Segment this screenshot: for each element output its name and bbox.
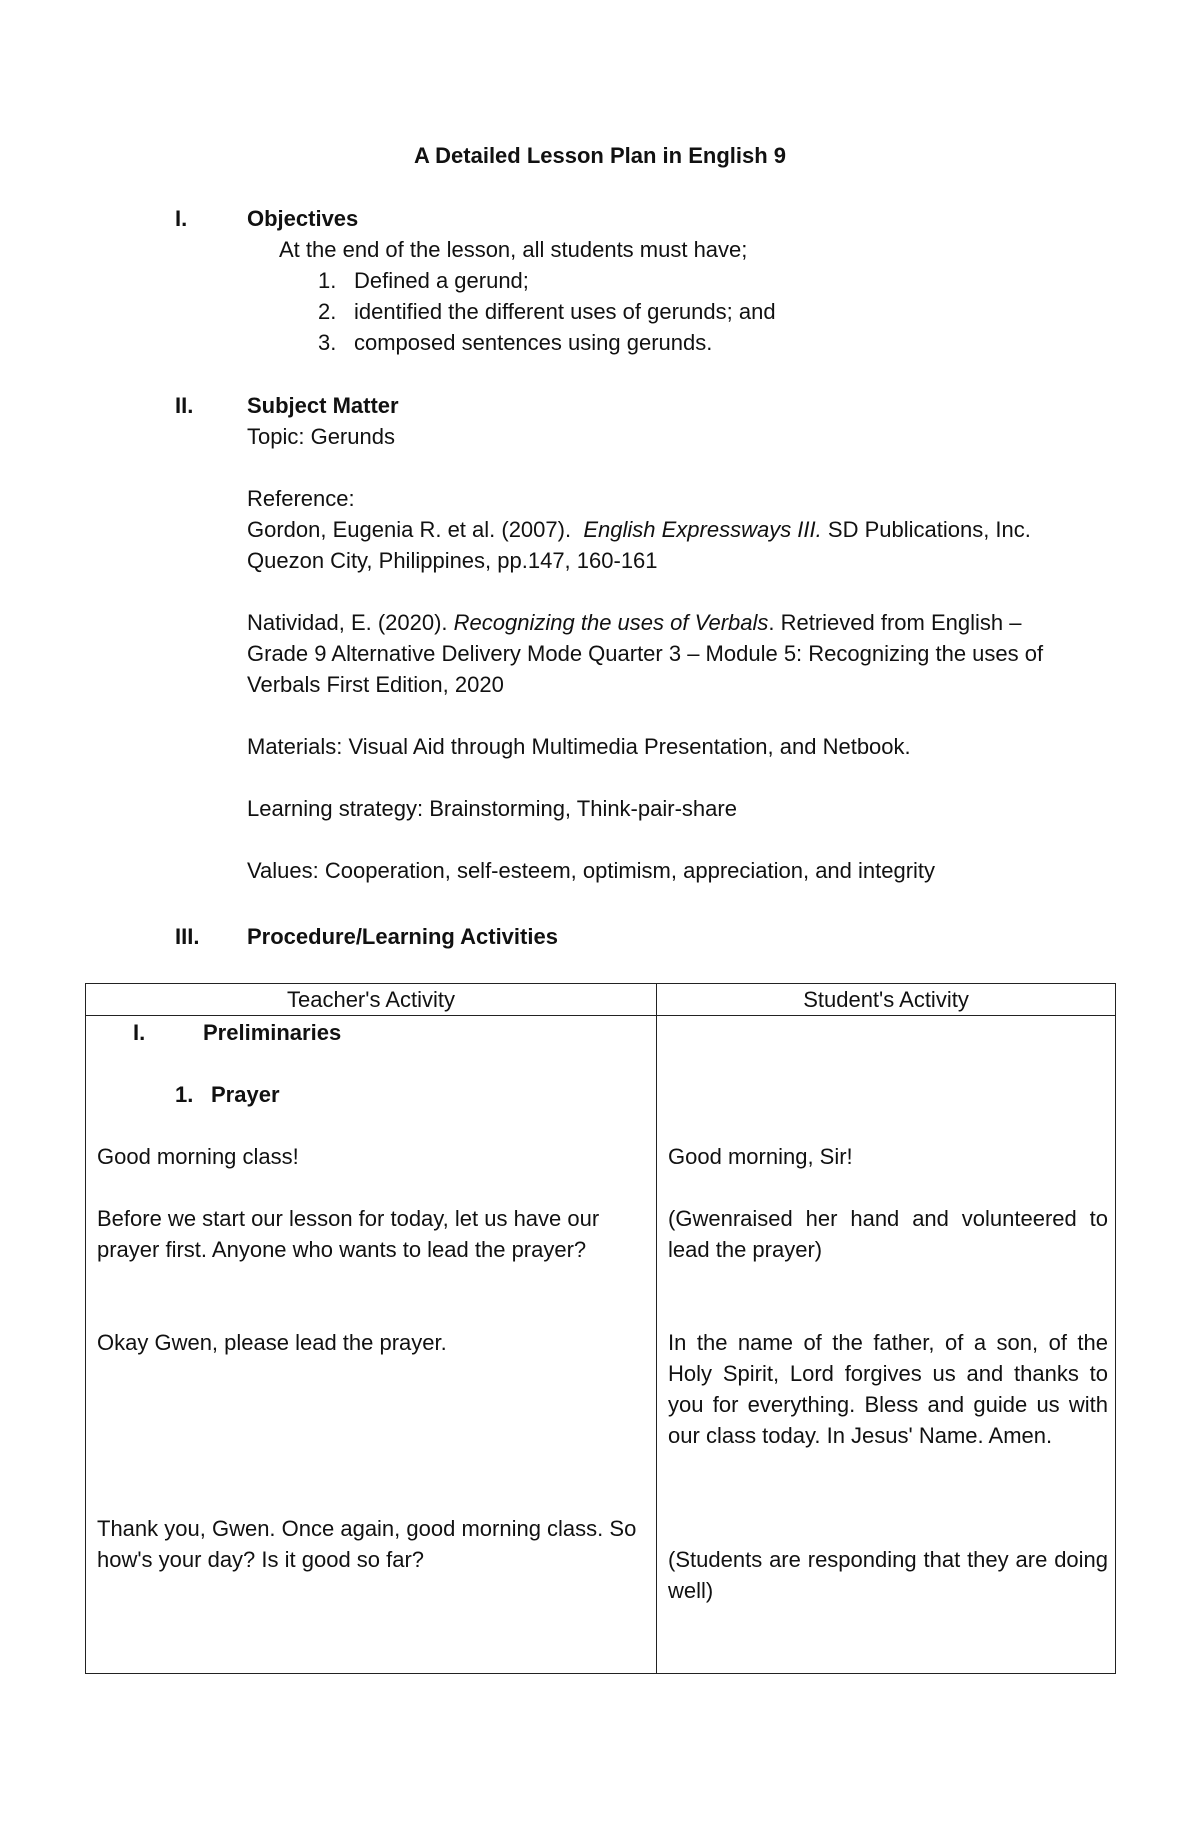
teacher-activity-cell bbox=[86, 1016, 657, 1674]
reference-2-source: . Retrieved from English – Grade 9 Alternative Delivery Mode Quarter 3 – Module 5: Recognizing the uses of Verbals First Edition, 2020 bbox=[247, 610, 1044, 697]
activities-table bbox=[85, 983, 1116, 1674]
procedure-heading: Procedure/Learning Activities bbox=[247, 924, 558, 949]
reference-1-publisher: SD Publications, Inc. Quezon City, Philippines, pp.147, 160-161 bbox=[247, 517, 1031, 573]
student-volunteer: (Gwenraised her hand and volunteered to lead the prayer) bbox=[668, 1206, 1109, 1262]
topic-line: Topic: Gerunds bbox=[247, 424, 395, 449]
objective-text: Defined a gerund; bbox=[354, 268, 529, 293]
materials-line: Materials: Visual Aid through Multimedia Presentation, and Netbook. bbox=[247, 734, 911, 759]
prayer-heading: Prayer bbox=[211, 1082, 280, 1107]
objectives-numeral: I. bbox=[175, 206, 188, 231]
teacher-prayer-lead: Okay Gwen, please lead the prayer. bbox=[97, 1330, 447, 1355]
objective-item bbox=[318, 327, 776, 358]
teacher-check-in: Thank you, Gwen. Once again, good morning class. So how's your day? Is it good so far? bbox=[97, 1516, 637, 1572]
objective-item bbox=[318, 296, 776, 327]
reference-2 bbox=[247, 607, 1067, 700]
table-header-row bbox=[86, 984, 1116, 1016]
procedure-section bbox=[175, 921, 1075, 953]
prayer-number: 1. bbox=[175, 1082, 194, 1107]
objectives-intro: At the end of the lesson, all students must have; bbox=[279, 237, 748, 262]
learning-strategy-line: Learning strategy: Brainstorming, Think-pair-share bbox=[247, 796, 737, 821]
student-prayer: In the name of the father, of a son, of the Holy Spirit, Lord forgives us and thanks to you for everything. Bless and guide us with our class today. In Jesus' Name. Amen. bbox=[668, 1330, 1109, 1448]
student-greeting: Good morning, Sir! bbox=[668, 1144, 853, 1169]
student-activity-header: Student's Activity bbox=[657, 984, 1116, 1016]
preliminaries-numeral: I. bbox=[133, 1020, 146, 1045]
subject-matter-section bbox=[175, 390, 1075, 910]
reference-2-title: Recognizing the uses of Verbals bbox=[453, 610, 769, 635]
reference-label: Reference: bbox=[247, 486, 355, 511]
subject-matter-heading: Subject Matter bbox=[247, 393, 399, 418]
procedure-numeral: III. bbox=[175, 924, 200, 949]
subject-matter-body bbox=[247, 421, 1067, 886]
document-title: A Detailed Lesson Plan in English 9 bbox=[413, 143, 787, 168]
teacher-activity-header: Teacher's Activity bbox=[86, 984, 657, 1016]
reference-1-title: English Expressways III. bbox=[583, 517, 822, 542]
teacher-greeting: Good morning class! bbox=[97, 1144, 299, 1169]
reference-1-authors: Gordon, Eugenia R. et al. (2007). bbox=[247, 517, 572, 542]
objective-item bbox=[318, 265, 776, 296]
subject-matter-numeral: II. bbox=[175, 393, 194, 418]
objectives-heading: Objectives bbox=[247, 206, 359, 231]
table-row bbox=[86, 1016, 1116, 1674]
student-activity-cell bbox=[657, 1016, 1116, 1674]
preliminaries-heading: Preliminaries bbox=[203, 1020, 342, 1045]
objective-number: 3. bbox=[318, 330, 337, 355]
objectives-section bbox=[175, 203, 1075, 363]
student-response: (Students are responding that they are doing well) bbox=[668, 1547, 1109, 1603]
objective-number: 2. bbox=[318, 299, 337, 324]
objective-text: identified the different uses of gerunds; and bbox=[354, 299, 776, 324]
teacher-prayer-request: Before we start our lesson for today, let us have our prayer first. Anyone who wants to lead the prayer? bbox=[97, 1206, 600, 1262]
values-line: Values: Cooperation, self-esteem, optimism, appreciation, and integrity bbox=[247, 858, 936, 883]
objective-text: composed sentences using gerunds. bbox=[354, 330, 713, 355]
objective-number: 1. bbox=[318, 268, 337, 293]
objectives-list bbox=[318, 265, 776, 358]
reference-block bbox=[247, 483, 1067, 576]
reference-2-authors: Natividad, E. (2020). bbox=[247, 610, 448, 635]
